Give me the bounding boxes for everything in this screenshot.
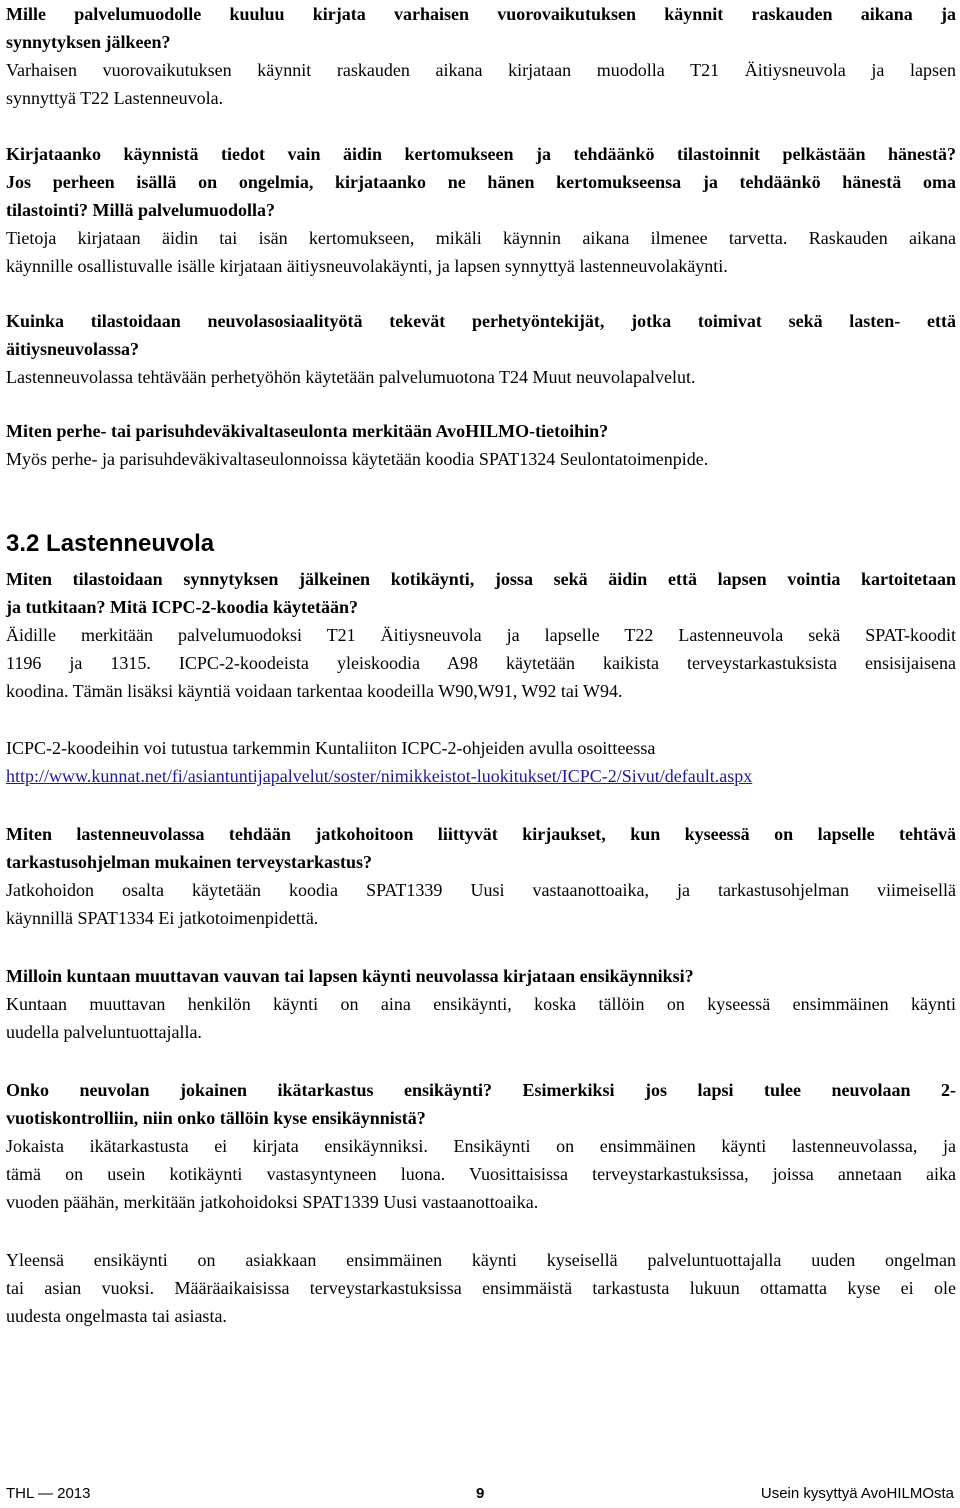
question-line: Miten lastenneuvolassa tehdään jatkohoitoon liittyvät kirjaukset, kun kyseessä on lapselle tehtävä — [6, 824, 956, 844]
footer-publisher-year: THL — 2013 — [6, 1485, 91, 1502]
answer-line: tämä on usein kotikäynti vastasyntyneen luona. Vuosittaisissa terveystarkastuksissa, joissa annetaan aika — [6, 1164, 956, 1184]
faq-muuttava-ensikaynti — [6, 962, 956, 1046]
question-line: äitiysneuvolassa? — [6, 339, 140, 359]
question-line: Kirjataanko käynnistä tiedot vain äidin kertomukseen ja tehdäänkö tilastoinnit pelkästään hänestä? — [6, 144, 956, 164]
question-line: Mille palvelumuodolle kuuluu kirjata varhaisen vuorovaikutuksen käynnit raskauden aikana ja — [6, 4, 956, 24]
faq-vakivaltaseulonta — [6, 417, 956, 473]
answer-line: Kuntaan muuttavan henkilön käynti on aina ensikäynti, koska tällöin on kyseessä ensimmäinen käynti — [6, 994, 956, 1014]
faq-jatkohoito-kirjaukset — [6, 820, 956, 932]
question-line: vuotiskontrolliin, niin onko tällöin kyse ensikäynnistä? — [6, 1108, 426, 1128]
ensikaynti-paragraph — [6, 1246, 956, 1330]
question-line: ja tutkitaan? Mitä ICPC-2-koodia käytetään? — [6, 597, 359, 617]
faq-perhetyontekijat — [6, 307, 956, 391]
icpc-guide-link[interactable]: http://www.kunnat.net/fi/asiantuntijapalvelut/soster/nimikkeistot-luokitukset/ICPC-2/Sivut/default.aspx — [6, 766, 753, 786]
icpc-link-paragraph — [6, 734, 956, 790]
question-line: Onko neuvolan jokainen ikätarkastus ensikäynti? Esimerkiksi jos lapsi tulee neuvolaan 2- — [6, 1080, 956, 1100]
question-line: Milloin kuntaan muuttavan vauvan tai lapsen käynti neuvolassa kirjataan ensikäynniksi? — [6, 966, 694, 986]
answer-line: Tietoja kirjataan äidin tai isän kertomukseen, mikäli käynnin aikana ilmenee tarvetta. Raskauden aikana — [6, 228, 956, 248]
paragraph-text: ICPC-2-koodeihin voi tutustua tarkemmin Kuntaliiton ICPC-2-ohjeiden avulla osoitteessa — [6, 738, 656, 758]
question-line: Miten perhe- tai parisuhdeväkivaltaseulonta merkitään AvoHILMO-tietoihin? — [6, 421, 609, 441]
answer-line: tai asian vuoksi. Määräaikaisissa terveystarkastuksissa ensimmäistä tarkastusta lukuun ottamatta kyse ei ole — [6, 1278, 956, 1298]
faq-ikatarkastus-ensikaynti — [6, 1076, 956, 1216]
question-line: Kuinka tilastoidaan neuvolasosiaalityötä tekevät perhetyöntekijät, jotka toimivat sekä lasten- että — [6, 311, 956, 331]
question-line: synnytyksen jälkeen? — [6, 32, 171, 52]
answer-line: Jatkohoidon osalta käytetään koodia SPAT1339 Uusi vastaanottoaika, ja tarkastusohjelman viimeisellä — [6, 880, 956, 900]
answer-line: Lastenneuvolassa tehtävään perhetyöhön käytetään palvelumuotona T24 Muut neuvolapalvelut. — [6, 367, 696, 387]
answer-line: Varhaisen vuorovaikutuksen käynnit raskauden aikana kirjataan muodolla T21 Äitiysneuvola ja lapsen — [6, 60, 956, 80]
faq-kirjaaminen-aidin-kertomukseen — [6, 140, 956, 280]
question-line: Miten tilastoidaan synnytyksen jälkeinen kotikäynti, jossa sekä äidin että lapsen vointia kartoitetaan — [6, 569, 956, 589]
answer-line: uudella palveluntuottajalla. — [6, 1022, 202, 1042]
answer-line: Äidille merkitään palvelumuodoksi T21 Äitiysneuvola ja lapselle T22 Lastenneuvola sekä SPAT-koodit — [6, 625, 956, 645]
answer-line: vuoden päähän, merkitään jatkohoidoksi SPAT1339 Uusi vastaanottoaika. — [6, 1192, 539, 1212]
answer-line: Jokaista ikätarkastusta ei kirjata ensikäynniksi. Ensikäynti on ensimmäinen käynti lastenneuvolassa, ja — [6, 1136, 956, 1156]
answer-line: 1196 ja 1315. ICPC-2-koodeista yleiskoodia A98 käytetään kaikista terveystarkastuksista ensisijaisena — [6, 653, 956, 673]
section-heading-lastenneuvola: 3.2 Lastenneuvola — [6, 530, 215, 557]
footer-page-number: 9 — [476, 1485, 485, 1502]
answer-line: koodina. Tämän lisäksi käyntiä voidaan tarkentaa koodeilla W90,W91, W92 tai W94. — [6, 681, 623, 701]
answer-line: käynnillä SPAT1334 Ei jatkotoimenpidettä. — [6, 908, 319, 928]
faq-synnytyksen-jalkeinen-kotikaynti — [6, 565, 956, 705]
footer-document-title: Usein kysyttyä AvoHILMOsta — [760, 1485, 954, 1502]
answer-line: käynnille osallistuvalle isälle kirjataan äitiysneuvolakäynti, ja lapsen synnyttyä lastenneuvolakäynti. — [6, 256, 728, 276]
question-line: Jos perheen isällä on ongelmia, kirjataanko ne hänen kertomukseensa ja tehdäänkö hänestä oma — [6, 172, 956, 192]
faq-varhainen-vuorovaikutus — [6, 0, 956, 112]
answer-line: synnyttyä T22 Lastenneuvola. — [6, 88, 224, 108]
answer-line: uudesta ongelmasta tai asiasta. — [6, 1306, 227, 1326]
answer-line: Myös perhe- ja parisuhdeväkivaltaseulonnoissa käytetään koodia SPAT1324 Seulontatoimenpide. — [6, 449, 709, 469]
question-line: tarkastusohjelman mukainen terveystarkastus? — [6, 852, 373, 872]
answer-line: Yleensä ensikäynti on asiakkaan ensimmäinen käynti kyseisellä palveluntuottajalla uuden ongelman — [6, 1250, 956, 1270]
question-line: tilastointi? Millä palvelumuodolla? — [6, 200, 276, 220]
